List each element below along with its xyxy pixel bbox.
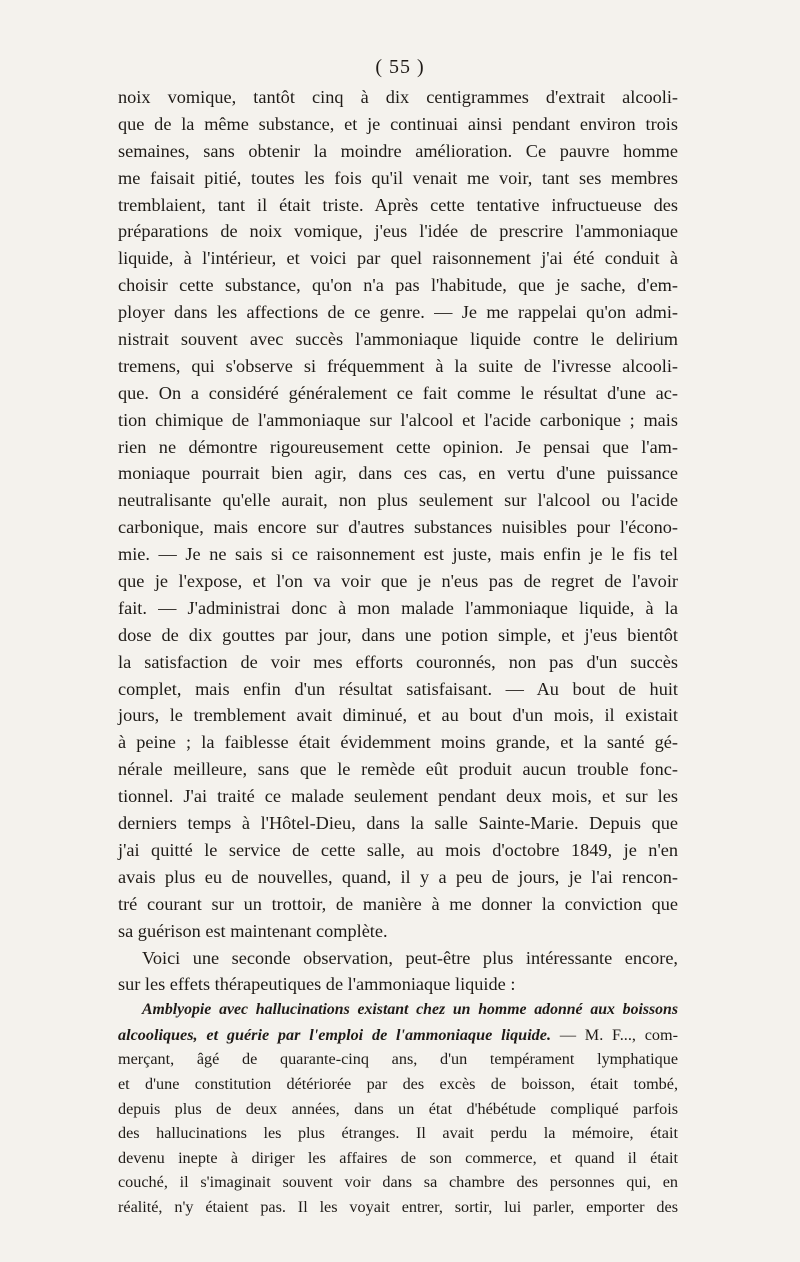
text-line: tionnel. J'ai traité ce malade seulement pendant deux mois, et sur les: [118, 786, 678, 807]
text-line: liquide, à l'intérieur, et voici par quel raisonnement j'ai été conduit à: [118, 248, 678, 269]
case-observation: [118, 998, 678, 1219]
text-line: à peine ; la faiblesse était évidemment moins grande, et la santé gé-: [118, 732, 678, 753]
paragraph-1: [118, 84, 678, 945]
text-line: tremblaient, tant il était triste. Après cette tentative infructueuse des: [118, 194, 678, 215]
text-line: que de la même substance, et je continuai ainsi pendant environ trois: [118, 113, 678, 134]
case-title-italic: alcooliques, et guérie par l'emploi de l'ammoniaque liquide.: [118, 1025, 552, 1044]
text-line: mie. — Je ne sais si ce raisonnement est juste, mais enfin je le fis tel: [118, 544, 678, 565]
text-line: derniers temps à l'Hôtel-Dieu, dans la salle Sainte-Marie. Depuis que: [118, 813, 678, 834]
text-line: nistrait souvent avec succès l'ammoniaque liquide contre le delirium: [118, 329, 678, 350]
text-line: choisir cette substance, qu'on n'a pas l'habitude, que je sache, d'em-: [118, 275, 678, 296]
text-line: merçant, âgé de quarante-cinq ans, d'un tempérament lymphatique: [118, 1050, 678, 1069]
text-line: couché, il s'imaginait souvent voir dans sa chambre des personnes qui, en: [118, 1173, 678, 1192]
text-line: que. On a considéré généralement ce fait comme le résultat d'une ac-: [118, 382, 678, 403]
text-line: devenu inepte à diriger les affaires de son commerce, et quand il était: [118, 1148, 678, 1167]
text-line: la satisfaction de voir mes efforts couronnés, non pas d'un succès: [118, 651, 678, 672]
text-line: semaines, sans obtenir la moindre amélioration. Ce pauvre homme: [118, 140, 678, 161]
text-line: jours, le tremblement avait diminué, et au bout d'un mois, il existait: [118, 705, 678, 726]
text-line: tré courant sur un trottoir, de manière à me donner la conviction que: [118, 893, 678, 914]
text-line: fait. — J'administrai donc à mon malade l'ammoniaque liquide, à la: [118, 597, 678, 618]
case-title-end: [118, 1023, 678, 1048]
text-line: rien ne démontre rigoureusement cette opinion. Je pensai que l'am-: [118, 436, 678, 457]
text-line: tremens, qui s'observe si fréquemment à la suite de l'ivresse alcooli-: [118, 355, 678, 376]
text-line: ployer dans les affections de ce genre. — Je me rappelai qu'on admi-: [118, 302, 678, 323]
text-line: noix vomique, tantôt cinq à dix centigrammes d'extrait alcooli-: [118, 87, 678, 107]
text-line: carbonique, mais encore sur d'autres substances nuisibles pour l'écono-: [118, 517, 678, 538]
text-line: et d'une constitution détériorée par des excès de boisson, était tombé,: [118, 1075, 678, 1094]
text-line: me faisait pitié, toutes les fois qu'il venait me voir, tant ses membres: [118, 167, 678, 188]
text-line: Voici une seconde observation, peut-être plus intéressante encore,: [142, 947, 678, 968]
text-line: préparations de noix vomique, j'eus l'idée de prescrire l'ammoniaque: [118, 221, 678, 242]
text-line: réalité, n'y étaient pas. Il les voyait entrer, sortir, lui parler, emporter des: [118, 1198, 678, 1217]
text-line: sur les effets thérapeutiques de l'ammoniaque liquide :: [118, 974, 516, 995]
text-line: sa guérison est maintenant complète.: [118, 920, 388, 941]
text-line: neutralisante qu'elle aurait, non plus seulement sur l'alcool ou l'acide: [118, 490, 678, 511]
text-line: avais plus eu de nouvelles, quand, il y a peu de jours, je l'ai rencon-: [118, 866, 678, 887]
text-line: que je l'expose, et l'on va voir que je n'eus pas de regret de l'avoir: [118, 571, 678, 592]
text-line: j'ai quitté le service de cette salle, au mois d'octobre 1849, je n'en: [118, 839, 678, 860]
text-line: nérale meilleure, sans que le remède eût produit aucun trouble fonc-: [118, 759, 678, 780]
text-line: complet, mais enfin d'un résultat satisfaisant. — Au bout de huit: [118, 678, 678, 699]
text-line: moniaque pourrait bien agir, dans ces cas, en vertu d'une puissance: [118, 463, 678, 484]
text-line: tion chimique de l'ammoniaque sur l'alcool et l'acide carbonique ; mais: [118, 409, 678, 430]
text-line: des hallucinations les plus étranges. Il avait perdu la mémoire, était: [118, 1124, 678, 1143]
paragraph-2: [118, 945, 678, 999]
case-title: Amblyopie avec hallucinations existant chez un homme adonné aux boissons: [142, 1001, 678, 1019]
text-line: depuis plus de deux années, dans un état d'hébétude compliqué parfois: [118, 1099, 678, 1118]
page-number: ( 55 ): [375, 56, 425, 78]
text-line: dose de dix gouttes par jour, dans une potion simple, et j'eus bientôt: [118, 624, 678, 645]
page-body: [118, 84, 678, 1220]
case-title-rest: — M. F..., com-: [551, 1025, 679, 1044]
